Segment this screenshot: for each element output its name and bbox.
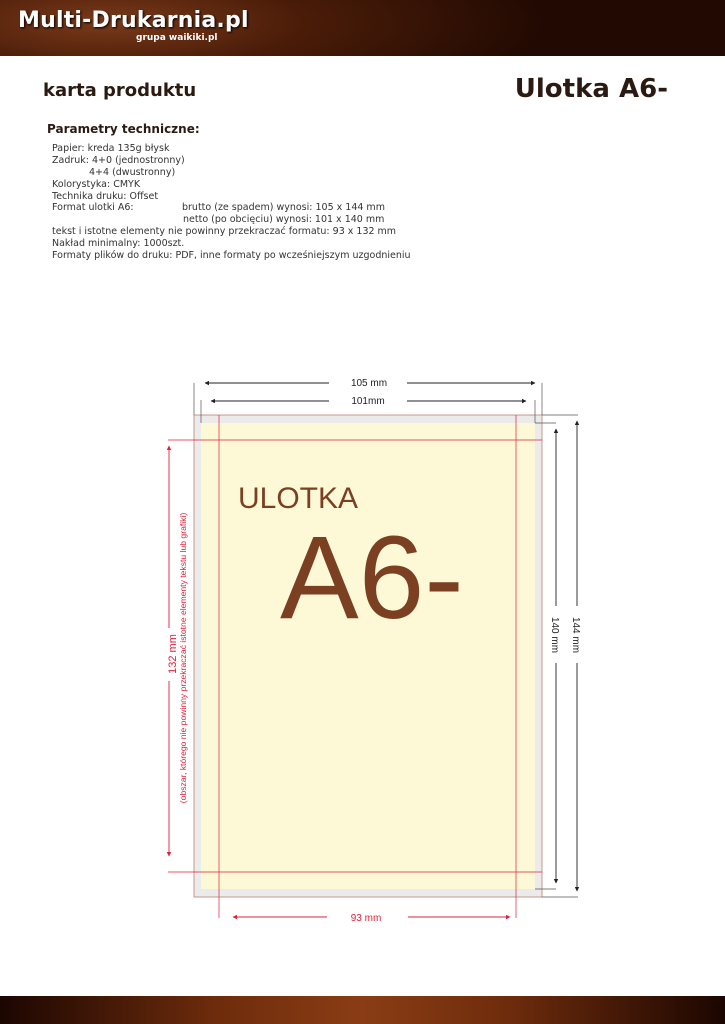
logo-subtitle: grupa waikiki.pl bbox=[136, 33, 218, 43]
spec-safe-area: tekst i istotne elementy nie powinny przekraczać formatu: 93 x 132 mm bbox=[52, 226, 397, 237]
spec-format-gross: brutto (ze spadem) wynosi: 105 x 144 mm bbox=[182, 202, 385, 213]
spec-print-double: 4+4 (dwustronny) bbox=[89, 167, 176, 178]
net-width-label: 101mm bbox=[351, 396, 385, 407]
params-heading: Parametry techniczne: bbox=[47, 122, 200, 136]
spec-print: Zadruk: 4+0 (jednostronny) bbox=[52, 155, 185, 166]
spec-technique: Technika druku: Offset bbox=[52, 191, 159, 202]
sample-word: ULOTKA bbox=[238, 482, 359, 515]
gross-width-label: 105 mm bbox=[350, 378, 388, 389]
document-label: karta produktu bbox=[43, 80, 197, 101]
sample-format: A6- bbox=[280, 512, 464, 644]
footer-banner bbox=[0, 996, 725, 1024]
spec-min-run: Nakład minimalny: 1000szt. bbox=[52, 238, 185, 249]
safe-width-label: 93 mm bbox=[350, 913, 382, 924]
product-title: Ulotka A6- bbox=[514, 74, 668, 104]
safe-height-label: 132 mm bbox=[167, 634, 179, 674]
spec-format-net: netto (po obcięciu) wynosi: 101 x 140 mm bbox=[183, 214, 385, 225]
safe-area-note: (obszar, którego nie powinny przekraczać istotne elementy tekstu lub grafiki) bbox=[178, 512, 188, 804]
spec-paper: Papier: kreda 135g błysk bbox=[52, 143, 170, 154]
spec-color: Kolorystyka: CMYK bbox=[52, 179, 141, 190]
net-height-label: 140 mm bbox=[549, 616, 560, 654]
spec-file-formats: Formaty plików do druku: PDF, inne formaty po wcześniejszym uzgodnieniu bbox=[52, 250, 411, 261]
gross-height-label: 144 mm bbox=[570, 616, 581, 654]
site-logo[interactable]: Multi-Drukarnia.pl bbox=[18, 8, 249, 33]
spec-format-label: Format ulotki A6: bbox=[52, 202, 134, 213]
